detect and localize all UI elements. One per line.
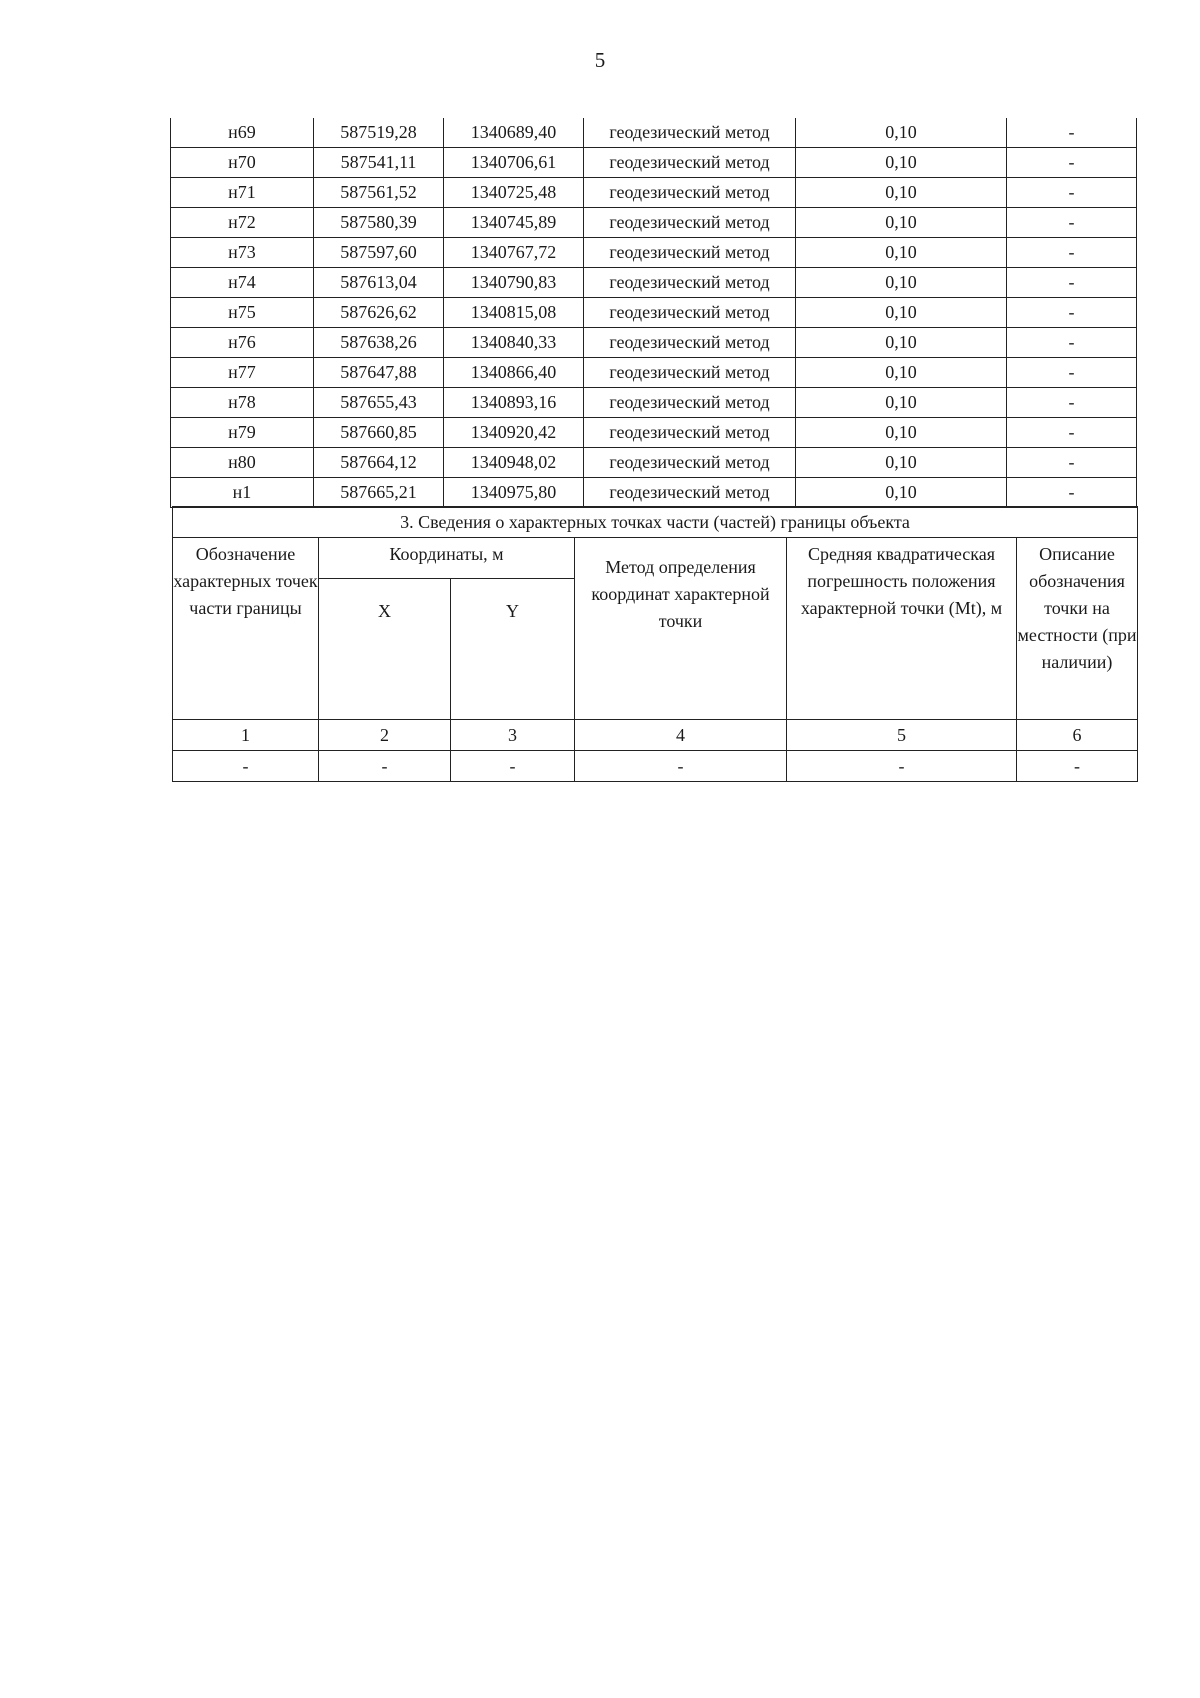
section-3-table (172, 506, 1138, 782)
description-cell: - (1007, 148, 1137, 178)
method-cell: геодезический метод (584, 388, 796, 418)
point-id-cell: н78 (171, 388, 314, 418)
description-cell: - (1007, 238, 1137, 268)
method-cell: геодезический метод (584, 238, 796, 268)
point-id-cell: н76 (171, 328, 314, 358)
table-row (171, 148, 1137, 178)
table-row (171, 448, 1137, 478)
point-id-cell: н70 (171, 148, 314, 178)
description-cell: - (1007, 298, 1137, 328)
error-cell: 0,10 (796, 388, 1007, 418)
empty-cell: - (575, 751, 787, 782)
page-number: 5 (594, 48, 606, 72)
description-cell: - (1007, 268, 1137, 298)
table-row (171, 478, 1137, 508)
header-designation: Обозначение характерных точек части границы (173, 538, 319, 720)
table-row (171, 118, 1137, 148)
x-coordinate-cell: 587626,62 (314, 298, 444, 328)
error-cell: 0,10 (796, 268, 1007, 298)
description-cell: - (1007, 418, 1137, 448)
method-cell: геодезический метод (584, 118, 796, 148)
empty-cell: - (319, 751, 451, 782)
table-row (171, 418, 1137, 448)
column-number: 6 (1017, 720, 1138, 751)
description-cell: - (1007, 328, 1137, 358)
table-row (171, 178, 1137, 208)
description-cell: - (1007, 208, 1137, 238)
error-cell: 0,10 (796, 478, 1007, 508)
x-coordinate-cell: 587561,52 (314, 178, 444, 208)
header-y: Y (451, 579, 575, 720)
y-coordinate-cell: 1340706,61 (444, 148, 584, 178)
x-coordinate-cell: 587647,88 (314, 358, 444, 388)
x-coordinate-cell: 587519,28 (314, 118, 444, 148)
table-row (171, 328, 1137, 358)
description-cell: - (1007, 178, 1137, 208)
y-coordinate-cell: 1340840,33 (444, 328, 584, 358)
y-coordinate-cell: 1340866,40 (444, 358, 584, 388)
column-number: 5 (787, 720, 1017, 751)
points-table-body (171, 118, 1137, 508)
description-cell: - (1007, 388, 1137, 418)
description-cell: - (1007, 118, 1137, 148)
y-coordinate-cell: 1340815,08 (444, 298, 584, 328)
point-id-cell: н77 (171, 358, 314, 388)
x-coordinate-cell: 587541,11 (314, 148, 444, 178)
table-row (171, 358, 1137, 388)
column-number-row (173, 720, 1138, 751)
empty-cell: - (787, 751, 1017, 782)
method-cell: геодезический метод (584, 178, 796, 208)
description-cell: - (1007, 478, 1137, 508)
section-title: 3. Сведения о характерных точках части (частей) границы объекта (173, 507, 1138, 538)
error-cell: 0,10 (796, 148, 1007, 178)
error-cell: 0,10 (796, 298, 1007, 328)
y-coordinate-cell: 1340790,83 (444, 268, 584, 298)
header-x: X (319, 579, 451, 720)
description-cell: - (1007, 448, 1137, 478)
empty-cell: - (173, 751, 319, 782)
table-row (171, 268, 1137, 298)
error-cell: 0,10 (796, 178, 1007, 208)
y-coordinate-cell: 1340948,02 (444, 448, 584, 478)
empty-cell: - (1017, 751, 1138, 782)
point-id-cell: н79 (171, 418, 314, 448)
error-cell: 0,10 (796, 448, 1007, 478)
description-cell: - (1007, 358, 1137, 388)
x-coordinate-cell: 587580,39 (314, 208, 444, 238)
table-row (171, 208, 1137, 238)
method-cell: геодезический метод (584, 268, 796, 298)
point-id-cell: н71 (171, 178, 314, 208)
error-cell: 0,10 (796, 358, 1007, 388)
error-cell: 0,10 (796, 418, 1007, 448)
column-number: 1 (173, 720, 319, 751)
column-number: 3 (451, 720, 575, 751)
column-number: 4 (575, 720, 787, 751)
y-coordinate-cell: 1340767,72 (444, 238, 584, 268)
point-id-cell: н80 (171, 448, 314, 478)
error-cell: 0,10 (796, 328, 1007, 358)
y-coordinate-cell: 1340975,80 (444, 478, 584, 508)
header-method: Метод определения координат характерной точки (575, 538, 787, 720)
method-cell: геодезический метод (584, 148, 796, 178)
method-cell: геодезический метод (584, 328, 796, 358)
y-coordinate-cell: 1340893,16 (444, 388, 584, 418)
empty-data-row (173, 751, 1138, 782)
y-coordinate-cell: 1340689,40 (444, 118, 584, 148)
error-cell: 0,10 (796, 238, 1007, 268)
method-cell: геодезический метод (584, 208, 796, 238)
y-coordinate-cell: 1340725,48 (444, 178, 584, 208)
x-coordinate-cell: 587665,21 (314, 478, 444, 508)
point-id-cell: н69 (171, 118, 314, 148)
error-cell: 0,10 (796, 118, 1007, 148)
header-error: Средняя квадратическая погрешность положения характерной точки (Mt), м (787, 538, 1017, 720)
header-row-1 (173, 538, 1138, 579)
y-coordinate-cell: 1340920,42 (444, 418, 584, 448)
method-cell: геодезический метод (584, 418, 796, 448)
table-row (171, 388, 1137, 418)
table-row (171, 238, 1137, 268)
point-id-cell: н1 (171, 478, 314, 508)
point-id-cell: н74 (171, 268, 314, 298)
method-cell: геодезический метод (584, 478, 796, 508)
empty-cell: - (451, 751, 575, 782)
point-id-cell: н75 (171, 298, 314, 328)
method-cell: геодезический метод (584, 448, 796, 478)
point-id-cell: н72 (171, 208, 314, 238)
method-cell: геодезический метод (584, 298, 796, 328)
error-cell: 0,10 (796, 208, 1007, 238)
x-coordinate-cell: 587638,26 (314, 328, 444, 358)
point-id-cell: н73 (171, 238, 314, 268)
x-coordinate-cell: 587660,85 (314, 418, 444, 448)
header-description: Описание обозначения точки на местности (при наличии) (1017, 538, 1138, 720)
header-coordinates: Координаты, м (319, 538, 575, 579)
x-coordinate-cell: 587597,60 (314, 238, 444, 268)
x-coordinate-cell: 587664,12 (314, 448, 444, 478)
x-coordinate-cell: 587655,43 (314, 388, 444, 418)
method-cell: геодезический метод (584, 358, 796, 388)
table-row (171, 298, 1137, 328)
x-coordinate-cell: 587613,04 (314, 268, 444, 298)
section-title-row (173, 507, 1138, 538)
y-coordinate-cell: 1340745,89 (444, 208, 584, 238)
column-number: 2 (319, 720, 451, 751)
points-table (170, 118, 1137, 508)
